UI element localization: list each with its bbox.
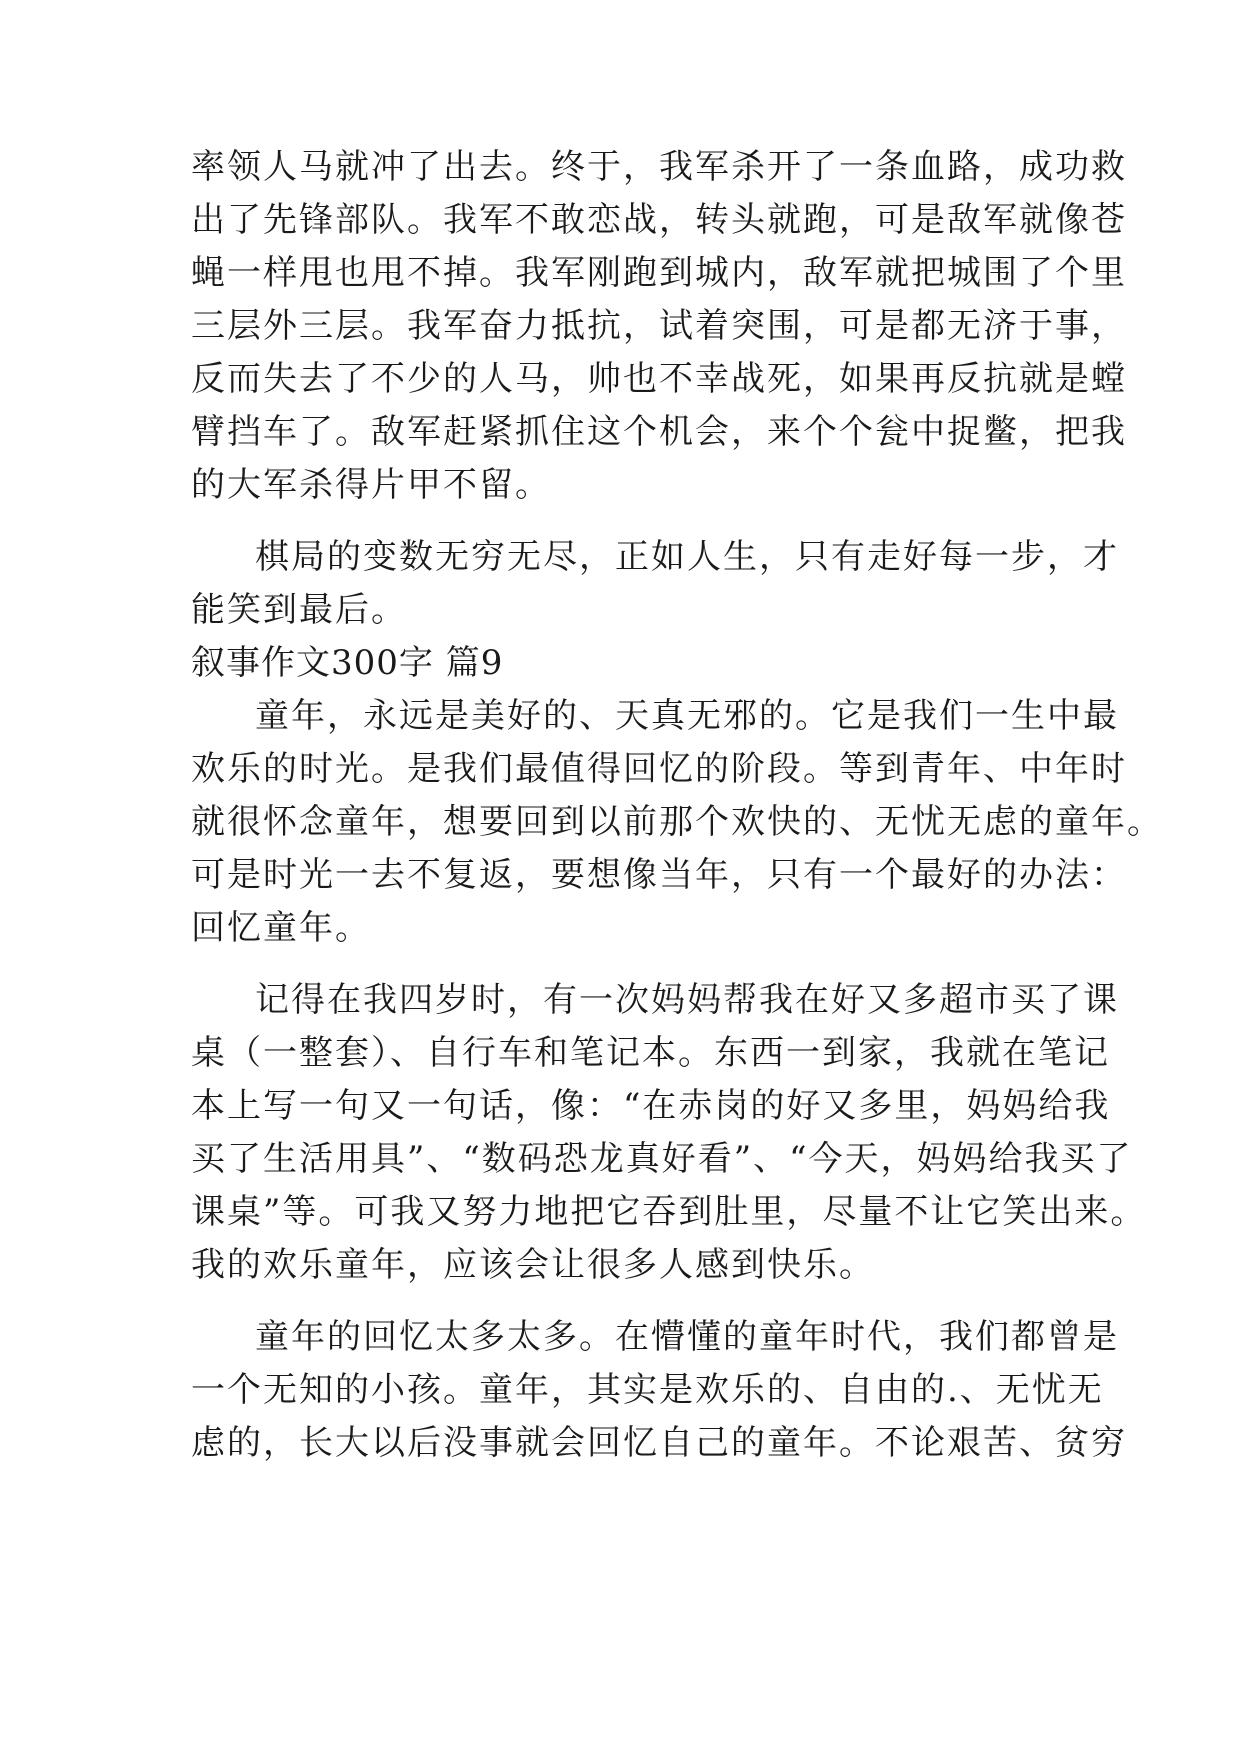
- paragraph-line: 可是时光一去不复返，要想像当年，只有一个最好的办法：: [191, 855, 1127, 895]
- paragraph-line: 臂挡车了。敌军赶紧抓住这个机会，来个个瓮中捉鳖，把我: [191, 412, 1127, 452]
- paragraph-line: 童年，永远是美好的、天真无邪的。它是我们一生中最: [255, 696, 1119, 736]
- paragraph-line: 记得在我四岁时，有一次妈妈帮我在好又多超市买了课: [255, 980, 1119, 1020]
- paragraph-line: 本上写一句又一句话，像：“在赤岗的好又多里，妈妈给我: [191, 1086, 1111, 1126]
- paragraph-line: 虑的，长大以后没事就会回忆自己的童年。不论艰苦、贫穷: [191, 1423, 1127, 1463]
- paragraph-line: 欢乐的时光。是我们最值得回忆的阶段。等到青年、中年时: [191, 749, 1127, 789]
- paragraph-line: 率领人马就冲了出去。终于，我军杀开了一条血路，成功救: [191, 147, 1127, 187]
- section-heading: 叙事作文300字 篇9: [191, 643, 504, 683]
- paragraph-line: 回忆童年。: [191, 908, 371, 948]
- paragraph-line: 的大军杀得片甲不留。: [191, 465, 551, 505]
- paragraph-line: 买了生活用具”、“数码恐龙真好看”、“今天，妈妈给我买了: [191, 1139, 1133, 1179]
- paragraph-line: 蝇一样甩也甩不掉。我军刚跑到城内，敌军就把城围了个里: [191, 253, 1127, 293]
- paragraph-line: 我的欢乐童年，应该会让很多人感到快乐。: [191, 1245, 875, 1285]
- paragraph-line: 一个无知的小孩。童年，其实是欢乐的、自由的.、无忧无: [191, 1370, 1104, 1410]
- paragraph-line: 能笑到最后。: [191, 590, 407, 630]
- paragraph-line: 出了先锋部队。我军不敢恋战，转头就跑，可是敌军就像苍: [191, 200, 1127, 240]
- paragraph-line: 反而失去了不少的人马，帅也不幸战死，如果再反抗就是螳: [191, 359, 1127, 399]
- paragraph-line: 就很怀念童年，想要回到以前那个欢快的、无忧无虑的童年。: [191, 802, 1163, 842]
- paragraph-line: 棋局的变数无穷无尽，正如人生，只有走好每一步，才: [255, 537, 1119, 577]
- paragraph-line: 三层外三层。我军奋力抵抗，试着突围，可是都无济于事，: [191, 306, 1127, 346]
- paragraph-line: 童年的回忆太多太多。在懵懂的童年时代，我们都曾是: [255, 1317, 1119, 1357]
- paragraph-line: 桌（一整套）、自行车和笔记本。东西一到家，我就在笔记: [191, 1033, 1110, 1073]
- paragraph-line: 课桌”等。可我又努力地把它吞到肚里，尽量不让它笑出来。: [191, 1192, 1147, 1232]
